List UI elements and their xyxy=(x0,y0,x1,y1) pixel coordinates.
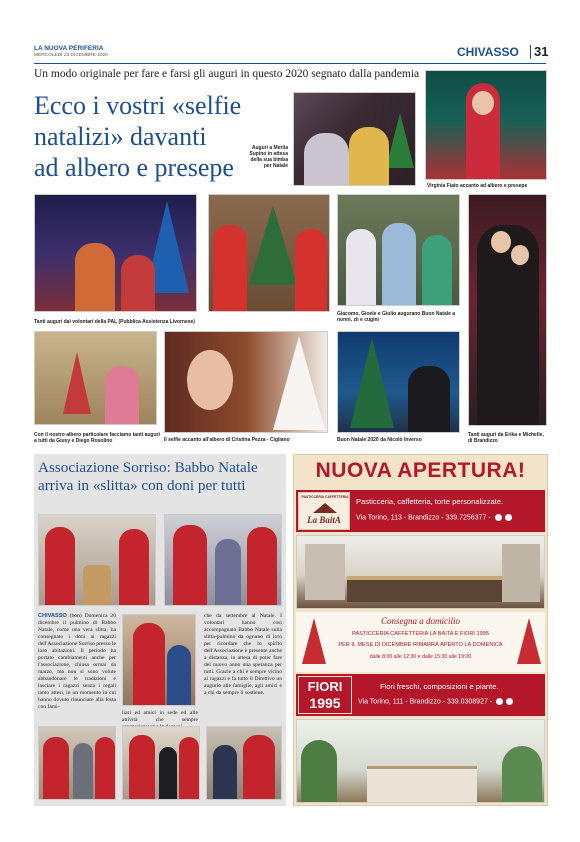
ad-title: NUOVA APERTURA! xyxy=(315,459,526,482)
shop2-address-text: Via Torino, 111 - Brandizzo - 339.0308927 - xyxy=(358,698,493,706)
shop1-address-text: Via Torino, 113 - Brandizzo - 339.7256377 - xyxy=(356,514,491,522)
shop1-logo xyxy=(298,492,350,530)
tree-icon xyxy=(273,336,325,430)
delivery-line-2: PASTICCERIA CAFFETTERIA LA BAITA E FIORI 1995 xyxy=(352,631,489,637)
tree-icon xyxy=(350,338,394,428)
kicker: Un modo originale per fare e farsi gli auguri in questo 2020 segnato dalla pandemia xyxy=(34,68,420,80)
article-column-2: liari ed amici in sede ed alle attività che sempre xyxy=(122,710,198,723)
photo-santa-visit-3 xyxy=(122,614,196,706)
headline-line-3: ad albero e presepe xyxy=(34,153,234,182)
headline-line-1: Ecco i vostri «selfie xyxy=(34,91,242,120)
caption-nicolo: Buon Natale 2020 da Nicolò Inverso xyxy=(337,437,422,443)
issue-date: MERCOLEDÌ 23 DICEMBRE 2020 xyxy=(34,53,108,58)
shop1-tagline: Pasticceria, caffetteria, torte personalizzate. xyxy=(356,497,504,506)
photo-pastry-shop xyxy=(296,535,545,609)
person-shape xyxy=(173,525,207,606)
person-shape xyxy=(213,745,237,800)
face-shape xyxy=(187,350,233,410)
shop1-logo-name: La BaitA xyxy=(307,515,341,525)
headline-line-2: natalizi» davanti xyxy=(34,122,207,151)
divider xyxy=(530,45,531,59)
tree-icon xyxy=(63,352,91,414)
tree-icon xyxy=(249,205,297,285)
display-counter xyxy=(347,576,517,602)
feature-headline xyxy=(34,90,264,183)
person-shape xyxy=(121,255,155,312)
tree-icon xyxy=(386,113,414,168)
counter-shape xyxy=(367,766,477,803)
section-name: CHIVASSO xyxy=(457,45,519,59)
caption-erika: Tanti auguri da Erika e Michelle, di Brandizzo xyxy=(468,432,544,444)
face-shape xyxy=(511,245,529,265)
article-column-1 xyxy=(38,613,116,711)
person-shape xyxy=(45,527,75,606)
shop2-logo-line-2: 1995 xyxy=(309,695,341,711)
photo-volunteers xyxy=(208,194,330,312)
person-shape xyxy=(295,229,327,312)
person-shape xyxy=(215,539,241,606)
person-shape xyxy=(75,243,115,312)
person-shape xyxy=(105,366,139,425)
article-headline-line-2: arriva in «slitta» con doni per tutti xyxy=(38,477,246,494)
shop2-address xyxy=(358,698,546,705)
delivery-line-4: dalle 8:00 alle 12:30 e dalle 15:30 alle 19:00 xyxy=(369,654,472,660)
photo-nicolo xyxy=(337,331,460,433)
social-icons xyxy=(496,698,503,705)
caption-virginia: Virginia Fiato accanto ad albero e presepe xyxy=(427,183,528,189)
person-shape xyxy=(382,223,416,306)
social-icons xyxy=(505,514,512,521)
photo-santa-visit-4 xyxy=(38,726,116,800)
photo-santa-visit-6 xyxy=(206,726,282,800)
person-shape xyxy=(243,735,275,800)
person-shape xyxy=(213,225,247,312)
photo-santa-visit-2 xyxy=(164,514,282,606)
photo-pal xyxy=(34,194,197,312)
photo-flower-shop xyxy=(296,719,545,803)
person-shape xyxy=(167,645,191,706)
caption-giusy: Con il nostro albero particolare facciamo tanti auguri a tutti da Giusy e Diego Rosolino xyxy=(34,432,160,444)
person-shape xyxy=(422,235,452,306)
delivery-line-3: PER IL MESE DI DICEMBRE RIMARRÀ APERTO LA DOMENICA xyxy=(338,642,503,648)
chalet-icon xyxy=(313,503,337,513)
photo-giusy xyxy=(34,331,157,425)
person-shape xyxy=(247,527,277,606)
person-shape xyxy=(346,229,376,306)
caption-giacomo: Giacomo, Gioele e Giulio augurano Buon Natale a nonni, zii e cugini xyxy=(337,311,456,323)
plants-shape xyxy=(301,740,337,803)
article-text-1: (bon) Domenica 20 dicembre il pulmino di Babbo Natale, come una vera slitta, ha consegnato i doni ai ragazzi dell'Associazione Sorriso presso le loro abitazioni. Il periodo ha portato cambiamenti anche per l'associazione, chiusa ormai da marzo, ma non si sono volute abbandonare le tradizioni e lasciare i ragazzi senza i regali tanto attesi, in un momento in cui hanno dovuto rinunciare alla festa con fami- xyxy=(38,613,116,710)
photo-erika xyxy=(468,194,547,426)
photo-cristina xyxy=(164,331,328,433)
photo-santa-visit-5 xyxy=(122,726,200,800)
shop1-address xyxy=(356,514,546,521)
article-headline xyxy=(38,459,286,495)
page-number: 31 xyxy=(534,44,549,59)
person-shape xyxy=(304,133,349,186)
caption-merila: Auguri a Merila Supino in attesa della sua bimba per Natale xyxy=(249,145,288,169)
person-shape xyxy=(95,737,115,800)
plants-shape xyxy=(502,746,542,803)
caption-cristina: Il selfie accanto all'albero di Cristina Pezza - Cigliano xyxy=(164,437,290,443)
shop2-logo xyxy=(298,676,352,714)
paper-name: LA NUOVA PERIFERIA xyxy=(34,45,104,52)
dateline: CHIVASSO xyxy=(38,613,67,619)
photo-virginia xyxy=(425,70,547,180)
article-headline-line-1: Associazione Sorriso: Babbo Natale xyxy=(38,459,258,476)
article-column-3: che da settembre al Natale. I volontari hanno così accompagnato Babbo Natale sulla slitta-pulmino da ognuno di loro per ricordare che lo spirito dell'Associazione è presente anche a distanza, in attesa di poter fare del nuovo anno una speranza per tutti. Grazie a chi è sempre vicino ai ragazzi e fa tutto il Direttivo un augurio alle famiglie, agli amici e a chi da sempre li sostiene. xyxy=(204,613,282,696)
caption-pal: Tanti auguri dai volontari della PAL (Pubblica Assistenza Livornese) xyxy=(34,319,195,325)
shop2-logo-line-1: FIORI xyxy=(307,679,343,694)
person-shape xyxy=(179,737,199,800)
gift-shape xyxy=(83,565,111,606)
person-shape xyxy=(73,743,93,800)
face-shape xyxy=(491,231,511,253)
shelf-shape xyxy=(305,544,345,600)
person-shape xyxy=(477,225,539,426)
social-icons xyxy=(506,698,513,705)
person-shape xyxy=(43,737,69,800)
social-icons xyxy=(495,514,502,521)
person-shape xyxy=(129,735,155,800)
photo-santa-visit-1 xyxy=(38,514,156,606)
shop1-logo-small: PASTICCERIA CAFFETTERIA xyxy=(301,495,349,499)
person-shape xyxy=(133,623,165,706)
masthead-rule xyxy=(34,63,546,64)
person-shape xyxy=(159,747,177,800)
photo-merila xyxy=(293,92,416,186)
person-shape xyxy=(408,366,450,433)
face-shape xyxy=(472,91,494,115)
person-shape xyxy=(119,529,149,606)
person-shape xyxy=(349,127,389,186)
delivery-line-1: Consegna a domicilio xyxy=(381,616,460,626)
shelf-shape xyxy=(502,544,540,602)
shop2-tagline: Fiori freschi, composizioni e piante. xyxy=(380,682,499,691)
photo-giacomo xyxy=(337,194,460,306)
